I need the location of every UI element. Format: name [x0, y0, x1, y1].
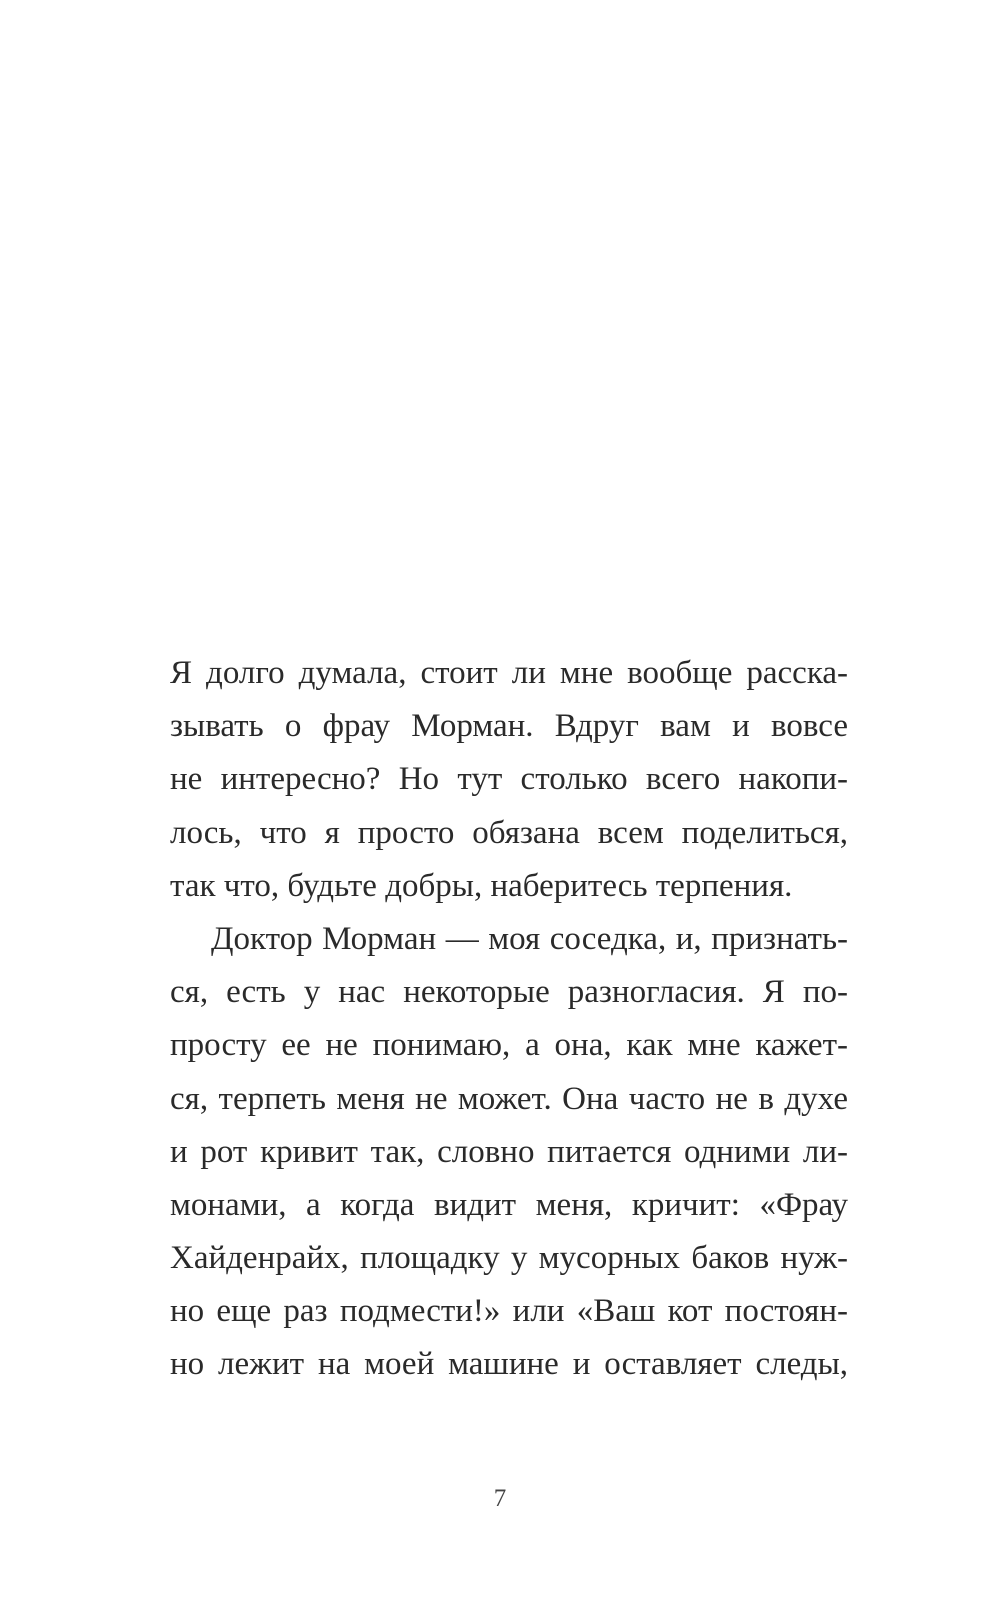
text-line: лось, что я просто обязана всем поделиться, [170, 814, 848, 851]
paragraph [170, 913, 848, 1445]
text-line: так что, будьте добры, наберитесь терпения. [170, 867, 793, 904]
text-line: ся, терпеть меня не может. Она часто не в духе [170, 1080, 848, 1117]
text-line: зывать о фрау Морман. Вдруг вам и вовсе [170, 708, 848, 745]
text-line [170, 1392, 848, 1445]
body-text [170, 647, 848, 1445]
text-line: Я долго думала, стоит ли мне вообще расска- [170, 655, 848, 691]
text-line: монами, а когда видит меня, кричит: «Фрау [170, 1186, 848, 1223]
text-line: Доктор Морман — моя соседка, и, признать- [211, 920, 848, 957]
text-line: но еще раз подмести!» или «Ваш кот постоян- [170, 1293, 848, 1330]
paragraph [170, 647, 848, 913]
text-line: не интересно? Но тут столько всего накопи- [170, 761, 848, 798]
text-line: просту ее не понимаю, а она, как мне кажет- [170, 1027, 848, 1064]
text-line: и рот кривит так, словно питается одними ли- [170, 1133, 848, 1170]
text-line: ся, есть у нас некоторые разногласия. Я по- [170, 974, 848, 1011]
page-number: 7 [493, 1485, 507, 1512]
text-line: но лежит на моей машине и оставляет следы, [170, 1346, 848, 1383]
text-line: Хайденрайх, площадку у мусорных баков нуж- [170, 1240, 848, 1277]
